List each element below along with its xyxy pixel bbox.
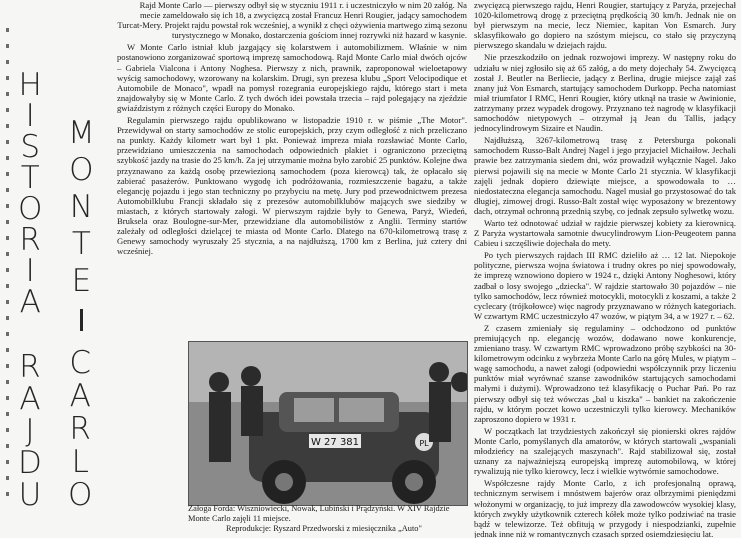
title-word-carlo: C A R L O — [68, 345, 93, 513]
paragraph: Nie przeszkodziło on jednak rozwojowi imprezy. W następny roku do udziału w niej zgłosiło się aż 65 załóg, a do mety dojechały 54. Zwycięzcą został J. Beutler na Berliecie, jadący z Berlina, drugie miejsce zajął zaś znany już Von Esmarch, startujący samochodem Durkopp. Pecha natomiast miał triumfator I RMC, Henri Rougier, który utknął na trasie w Awinionie, zatrzymany przez wypadek drogowy. Przyznano też nagrodę w klasyfikacji samochodów nietypowych – otrzymał ją Jean du Tallis, jadący jednocylindrowym Sizaire et Naudin. — [474, 52, 736, 134]
license-plate: W 27 381 — [310, 437, 360, 448]
title-word-historia: H I S T O R I A — [18, 67, 43, 320]
paragraph: Najdłuższą, 3267-kilometrową trasę z Petersburga pokonali samochodem Russo-Balt Andrej Nagel i jego przyjaciel Michaiłow. Jechali prawie bez zatrzymania siedem dni, wóz prowadził wyłącznie Nagel. Jako pierwsi pojawili się na mecie w Monte Carlo 21 stycznia. W klasyfikacji zajęli jednak dopiero dziewiąte miejsce, a spowodowała to … niedostateczna elegancja samochodu. Nagel musiał go przystosować do tak długiej, zimowej drogi. Russo-Balt został więc wyposażony w brezentowy dach, otrzymał ochronną przednią szybę, co jednak zepsuło sylwetkę wozu. — [474, 135, 736, 216]
paragraph: Współczesne rajdy Monte Carlo, z ich profesjonalną oprawą, technicznym serwisem i mnóstwem bajerów oraz olbrzymimi pieniędzmi włożonymi w organizację, to już imprezy dla zawodowców wysokiej klasy, których zwykły użytkownik czterech kółek może tylko podziwiać na trasie bądź w telewizorze. Też obfitują w przygody i niespodzianki, zupełnie jednak inne niż w romantycznych czasach sprzed osiemdziesięciu lat. — [474, 478, 736, 538]
title-word-monte: M O N T E — [68, 118, 95, 337]
paragraph: W początkach lat trzydziestych zakończył się pionierski okres rajdów Monte Carlo, pomyślanych dla amatorów, w których startowali „wspaniali młodzieńcy na szalejących maszynach". Rajd stabilizował się, został uznany za najważniejszą europejską imprezę automobilową, w której rywalizują nie tylko kierowcy, lecz i wielkie wytwórnie samochodowe. — [474, 425, 736, 477]
title-word-rajdu: R A J D U — [18, 349, 42, 513]
paragraph: Warto też odnotować udział w rajdzie pierwszej kobiety za kierownicą. Z Paryża wystartowała samotnie dwucylindrowym Lion-Peugeotem panna Cabieu i szczęśliwie dojechała do mety. — [474, 217, 736, 249]
photo-illustration — [189, 342, 467, 505]
paragraph: Rajd Monte Carlo — pierwszy odbył się w styczniu 1911 r. i uczestniczyło w nim 20 załóg. Na mecie zameldowało się ich 18, a zwycięzcą został Francuz Henri Rougier, jadący samochodem Turcat-Mery. Projekt rajdu powstał rok wcześniej, a wynikł z chęci ożywienia martwego zimą sezonu turystycznego w Monako, dostarczenia gościom innej rozrywki niż hazard w kasynie. — [117, 0, 467, 41]
paragraph: zwycięzcą pierwszego rajdu, Henri Rougier, startujący z Paryża, przejechał 1020-kilometrową drogę z przeciętną prędkością 30 km/h. Jednak nie on był pierwszym na mecie, lecz Niemiec, kapitan Von Esmarch. Jury sklasyfikowało go dopiero na szóstym miejscu, co stało się przyczyną pierwszego skandalu w dziejach rajdu. — [474, 0, 736, 51]
photo-caption — [188, 504, 468, 534]
country-badge: PL — [419, 439, 429, 448]
paragraph: W Monte Carlo istniał klub jazgający się kolarstwem i automobilizmem. Właśnie w nim postanowiono zorganizować sportową imprezę samochodową. Rajd Monte Carlo miał dwóch ojców – Gabriela Vialcona i Antony Noghesa. Pierwszy z nich, prawnik, zaproponował wieloetapowy wyścig samochodowy, wzorowany na kolarskim. Drugi, syn prezesa klubu „Sport Velocipodique et Automobile de Monaco", wpadł na pomysł rozegrania europejskiego rajdu, którego start i meta znajdowałyby się w Monte Carlo. Z tych dwóch idei powstała trzecia – rajd polegający na zjeździe gwiaździstym z różnych części Europy do Monako. — [117, 42, 467, 113]
paragraph: Po tych pierwszych rajdach III RMC dzieliło aż … 12 lat. Niepokoje polityczne, pierwsza wojna światowa i trudny okres po niej spowodowały, że imprezę wznowiono dopiero w 1924 r., dzięki Antony Noghesowi, który zadbał o losy swojego „dziecka". W rajdzie startowało 30 pojazdów – nie tylko samochodów, lecz również motocykli, motocykli z koszami, a także 2 cyclecary (trójkołowce) więc nagrody przyznawano w różnych kategoriach. W czwartym RMC uczestniczyło 47 wozów, w piątym 34, a w 1927 r. – 62. — [474, 250, 736, 321]
rally-crew-photo — [188, 341, 468, 506]
photo-credit: Reprodukcje: Ryszard Przedworski z miesięcznika „Auto" — [226, 524, 422, 533]
caption-text: Załoga Forda: Wiszniowiecki, Nowak, Lubiński i Prądzyński. W XIV Rajdzie Monte Carlo zajęli 11 miejsce. — [188, 504, 450, 523]
article-column-right — [474, 0, 736, 538]
paragraph: Regulamin pierwszego rajdu opublikowano w listopadzie 1910 r. w piśmie „The Motor". Przewidywał on starty samochodów ze stolic europejskich, przy czym odległość z nich przeliczano na punkty. Każdy kilometr wart był 1 pkt. Ponieważ impreza miała rozsławiać Monte Carlo, przewidziano umieszczenia na samochodach odpowiednich plakiet i ograniczono przeciętną szybkość jazdy na trasie do 25 km/h. Za jej utrzymanie można było zarobić 25 punktów. Kolejne dwa przyznawano za każdą osobę przewiezioną samochodem (poza kierowcą) tak, że opłacało się zabierać pasażerów. Punktowano wygodę ich podróżowania, rozmieszczenie bagażu, a także elegancję pojazdu i jego stan techniczny po przybyciu na metę. Jury pod przewodnictwem prezesa Automobilklubu Francji składało się z prezesów automobilklubów mających swe siedziby w miastach, z których startowały załogi. W pierwszym rajdzie były to Genewa, Paryż, Wiedeń, Bruksela oraz Boulogne-sur-Mer, przewidziane dla automobilistów z Anglii. Terminy startów zależały od odległości dzielącej te miasta od Monte Carlo. Dlatego na 670-kilometrową trasę z Genewy samochody wyruszały 25 stycznia, a na najdłuższą, 1700 km z Berlina, już cztery dni wcześniej. — [117, 115, 467, 257]
binder-holes — [6, 28, 9, 508]
article-column-left — [117, 0, 467, 335]
paragraph: Z czasem zmieniały się regulaminy – odchodzono od punktów premiujących np. elegancję wozów, dodawano nowe konkurencje, zmieniano trasy. W czwartym RMC wprowadzono próbę szybkości na 30-kilometrowym odcinku z wybrzeża Monte Carlo na górę Mules, w piątym – wagę samochodu, a nawet załogi (odpowiedni współczynnik przy liczeniu punktów miał wyrównać szanse zawodników startujących samochodami małymi i dużymi). Wprowadzono też klasyfikację o Puchar Pań. Po raz pierwszy odbył się też wówczas „bal u kiszka" – bankiet na zakończenie rajdu, w którym poczet kowo uczestniczyli tylko kierowcy. Mechaników zaproszono dopiero w 1931 r. — [474, 322, 736, 424]
title-dash — [80, 309, 83, 331]
